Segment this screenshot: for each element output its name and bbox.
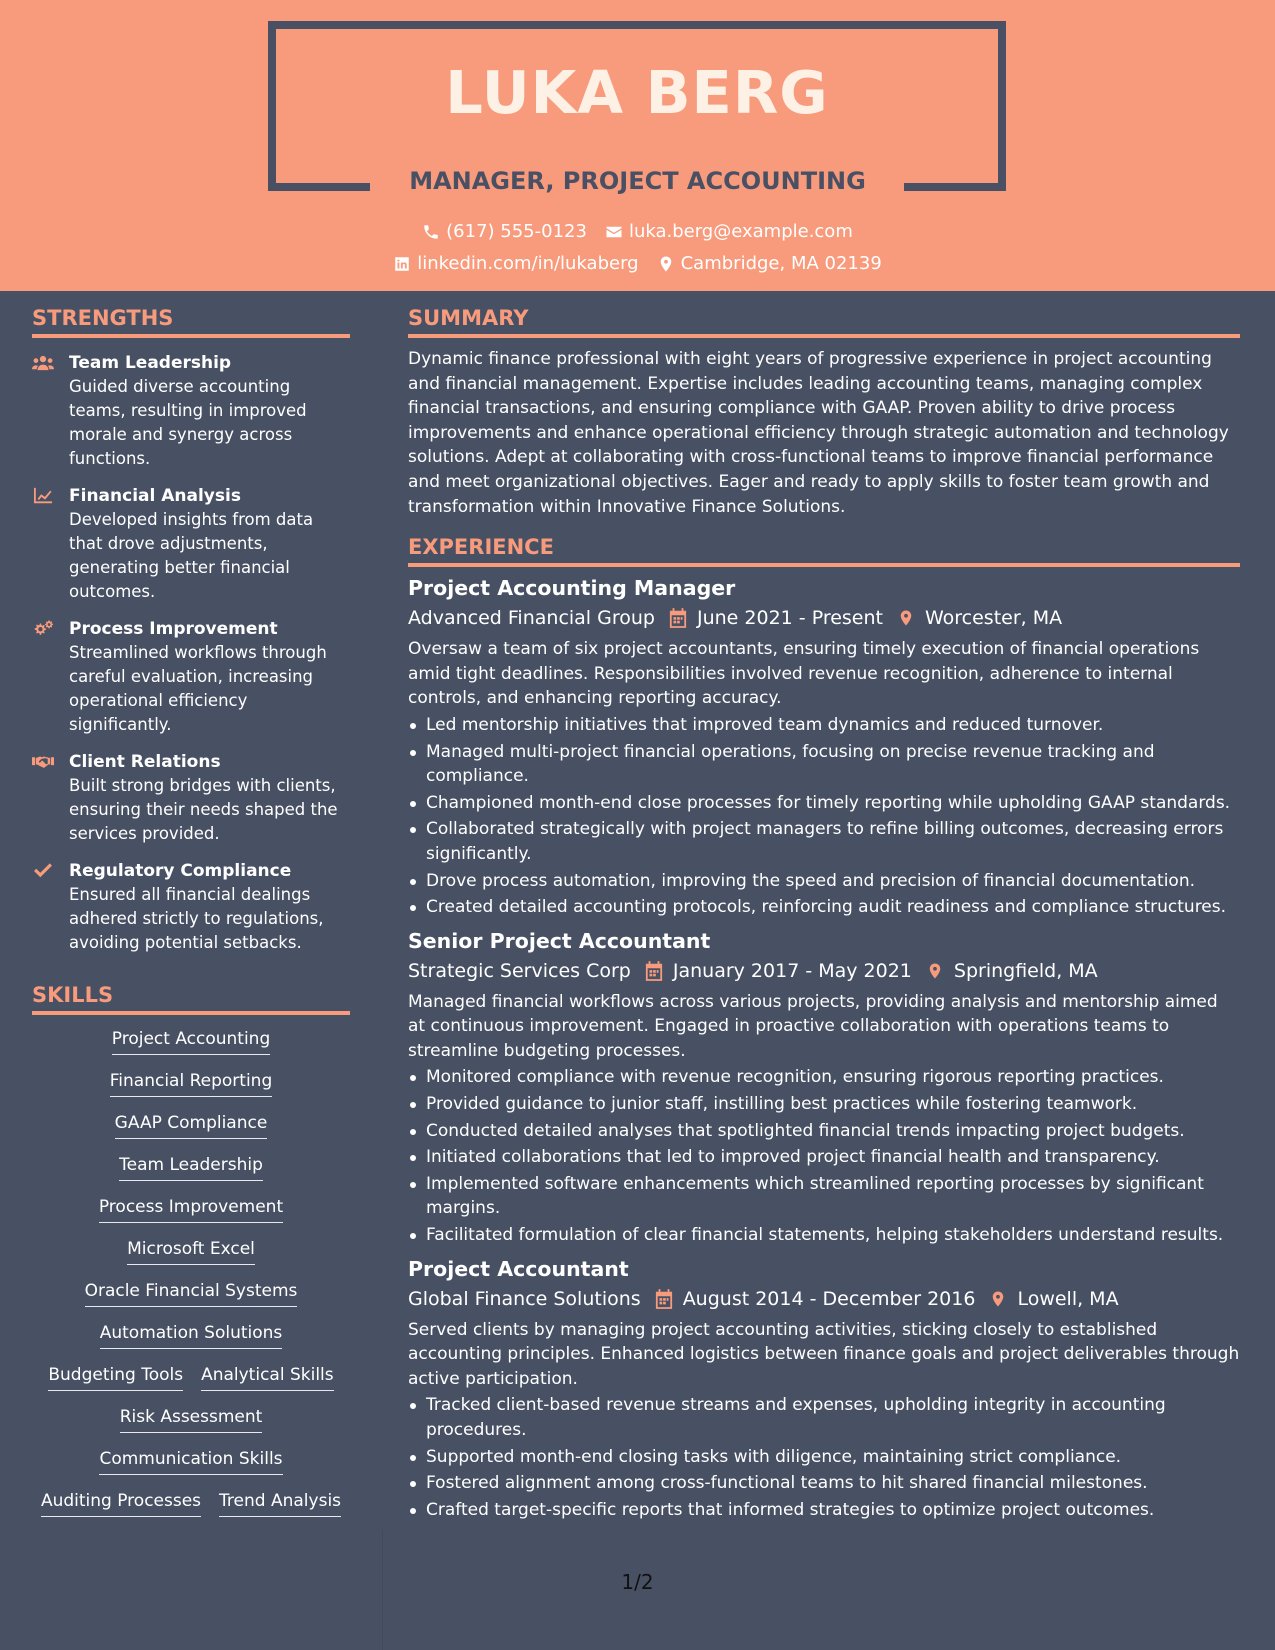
map-pin-icon	[657, 255, 675, 273]
map-pin-icon	[989, 1289, 1007, 1309]
experience-heading: EXPERIENCE	[408, 535, 1240, 567]
skills-heading: SKILLS	[32, 983, 350, 1015]
contact-linkedin[interactable]	[393, 253, 638, 274]
job-dates: August 2014 - December 2016	[682, 1287, 976, 1310]
candidate-name: LUKA BERG	[445, 58, 829, 127]
strength-desc: Ensured all financial dealings adhered strictly to regulations, avoiding potential setbacks.	[69, 885, 324, 952]
skill-tag: Automation Solutions	[100, 1321, 283, 1349]
candidate-role: MANAGER, PROJECT ACCOUNTING	[409, 167, 866, 195]
skill-tag: Trend Analysis	[219, 1489, 341, 1517]
strength-title: Financial Analysis	[69, 486, 241, 506]
calendar-icon	[669, 608, 687, 628]
linkedin-icon	[393, 255, 411, 273]
bullet-item: Crafted target-specific reports that informed strategies to optimize project outcomes.	[408, 1498, 1240, 1523]
job-title: Project Accounting Manager	[408, 576, 736, 601]
bullet-item: Championed month-end close processes for timely reporting while upholding GAAP standards.	[408, 791, 1240, 816]
skill-tag: Communication Skills	[99, 1447, 282, 1475]
strength-title: Regulatory Compliance	[69, 861, 292, 881]
job-entry	[408, 573, 1240, 920]
job-entry	[408, 1254, 1240, 1523]
map-pin-icon	[897, 608, 915, 628]
bullet-item: Fostered alignment among cross-functional teams to hit shared financial milestones.	[408, 1471, 1240, 1496]
location-text: Cambridge, MA 02139	[680, 253, 882, 274]
job-dates: June 2021 - Present	[696, 607, 883, 630]
users-icon	[32, 354, 54, 372]
strength-title: Team Leadership	[69, 353, 232, 373]
skill-tag: Project Accounting	[112, 1027, 271, 1055]
job-title: Project Accountant	[408, 1256, 629, 1281]
strength-desc: Built strong bridges with clients, ensuring their needs shaped the services provided.	[69, 776, 338, 843]
bullet-item: Provided guidance to junior staff, instilling best practices while fostering teamwork.	[408, 1092, 1240, 1117]
job-description: Served clients by managing project accounting activities, sticking closely to established accounting principles. Enhanced logistics between finance goals and project deliverables through active participation.	[408, 1319, 1240, 1389]
bullet-item: Managed multi-project financial operations, focusing on precise revenue tracking and compliance.	[408, 740, 1240, 789]
strength-item	[32, 484, 350, 604]
job-location: Worcester, MA	[924, 607, 1063, 630]
skill-tag: Risk Assessment	[120, 1405, 263, 1433]
bullet-item: Drove process automation, improving the speed and precision of financial documentation.	[408, 869, 1240, 894]
job-description: Oversaw a team of six project accountants, ensuring timely execution of financial operations amid tight deadlines. Responsibilities involved revenue recognition, adherence to internal controls, and enhancing reporting accuracy.	[408, 639, 1200, 709]
strength-desc: Streamlined workflows through careful evaluation, increasing operational efficiency significantly.	[69, 643, 327, 734]
job-meta	[408, 603, 1240, 633]
handshake-icon	[32, 753, 54, 771]
calendar-icon	[655, 1289, 673, 1309]
strength-item	[32, 859, 350, 955]
contact-row-2	[0, 253, 1275, 274]
page-number: 1/2	[621, 1570, 654, 1594]
bullet-item: Facilitated formulation of clear financial statements, helping stakeholders understand results.	[408, 1223, 1240, 1248]
job-location: Lowell, MA	[1017, 1287, 1119, 1310]
calendar-icon	[645, 961, 663, 981]
job-meta	[408, 956, 1240, 986]
job-bullets	[408, 713, 1240, 920]
job-company: Strategic Services Corp	[408, 959, 631, 982]
job-bullets	[408, 1065, 1240, 1247]
left-column	[32, 306, 350, 1531]
bullet-item: Monitored compliance with revenue recognition, ensuring rigorous reporting practices.	[408, 1065, 1240, 1090]
strength-item	[32, 750, 350, 846]
resume-header	[0, 0, 1275, 291]
skill-tag: Analytical Skills	[201, 1363, 334, 1391]
strengths-heading: STRENGTHS	[32, 306, 350, 338]
job-company: Advanced Financial Group	[408, 607, 655, 630]
bullet-item: Implemented software enhancements which streamlined reporting processes by significant margins.	[408, 1172, 1240, 1221]
job-bullets	[408, 1393, 1240, 1522]
job-description: Managed financial workflows across various projects, providing analysis and mentorship aimed at continuous improvement. Engaged in proactive collaboration with operations teams to streamline budgeting processes.	[408, 991, 1218, 1061]
summary-heading: SUMMARY	[408, 306, 1240, 338]
bullet-item: Tracked client-based revenue streams and expenses, upholding integrity in accounting procedures.	[408, 1393, 1240, 1442]
skill-tag: GAAP Compliance	[115, 1111, 268, 1139]
contact-email[interactable]	[605, 221, 853, 242]
bullet-item: Supported month-end closing tasks with diligence, maintaining strict compliance.	[408, 1445, 1240, 1470]
job-location: Springfield, MA	[953, 959, 1098, 982]
email-text: luka.berg@example.com	[628, 221, 853, 242]
contact-phone[interactable]	[422, 221, 587, 242]
linkedin-text: linkedin.com/in/lukaberg	[417, 253, 639, 274]
job-meta	[408, 1284, 1240, 1314]
skill-tag: Financial Reporting	[110, 1069, 273, 1097]
gears-icon	[32, 620, 54, 638]
job-dates: January 2017 - May 2021	[672, 959, 912, 982]
skill-tag: Team Leadership	[119, 1153, 263, 1181]
strength-item	[32, 351, 350, 471]
phone-icon	[422, 223, 440, 241]
contact-row-1	[0, 221, 1275, 242]
strength-desc: Developed insights from data that drove adjustments, generating better financial outcomes.	[69, 510, 314, 601]
contact-location	[657, 253, 882, 274]
bullet-item: Created detailed accounting protocols, reinforcing audit readiness and compliance structures.	[408, 895, 1240, 920]
envelope-icon	[605, 223, 623, 241]
job-title: Senior Project Accountant	[408, 928, 711, 953]
summary-text: Dynamic finance professional with eight years of progressive experience in project accounting and financial management. Expertise includes leading accounting teams, managing complex financial transactions, and ensuring compliance with GAAP. Proven ability to drive process improvements and enhance operational efficiency through strategic automation and technology solutions. Adept at collaborating with cross-functional teams to improve financial performance and meet organizational objectives. Eager and ready to apply skills to foster team growth and transformation within Innovative Finance Solutions.	[408, 349, 1229, 517]
strength-title: Client Relations	[69, 752, 221, 772]
strength-desc: Guided diverse accounting teams, resulting in improved morale and synergy across functions.	[69, 377, 307, 468]
job-company: Global Finance Solutions	[408, 1287, 641, 1310]
skill-tag: Auditing Processes	[41, 1489, 201, 1517]
skill-tag: Budgeting Tools	[48, 1363, 183, 1391]
skill-tag: Process Improvement	[99, 1195, 283, 1223]
chart-line-icon	[32, 487, 54, 505]
job-entry	[408, 926, 1240, 1248]
skill-tag: Microsoft Excel	[127, 1237, 255, 1265]
right-column	[408, 306, 1240, 1524]
phone-text: (617) 555-0123	[446, 221, 587, 242]
bullet-item: Collaborated strategically with project managers to refine billing outcomes, decreasing errors significantly.	[408, 817, 1240, 866]
bullet-item: Led mentorship initiatives that improved team dynamics and reduced turnover.	[408, 713, 1240, 738]
strength-title: Process Improvement	[69, 619, 278, 639]
skill-tag: Oracle Financial Systems	[85, 1279, 298, 1307]
strength-item	[32, 617, 350, 737]
bullet-item: Conducted detailed analyses that spotlighted financial trends impacting project budgets.	[408, 1119, 1240, 1144]
skills-list	[32, 1027, 350, 1517]
map-pin-icon	[926, 961, 944, 981]
bullet-item: Initiated collaborations that led to improved project financial health and transparency.	[408, 1145, 1240, 1170]
check-icon	[32, 862, 54, 880]
